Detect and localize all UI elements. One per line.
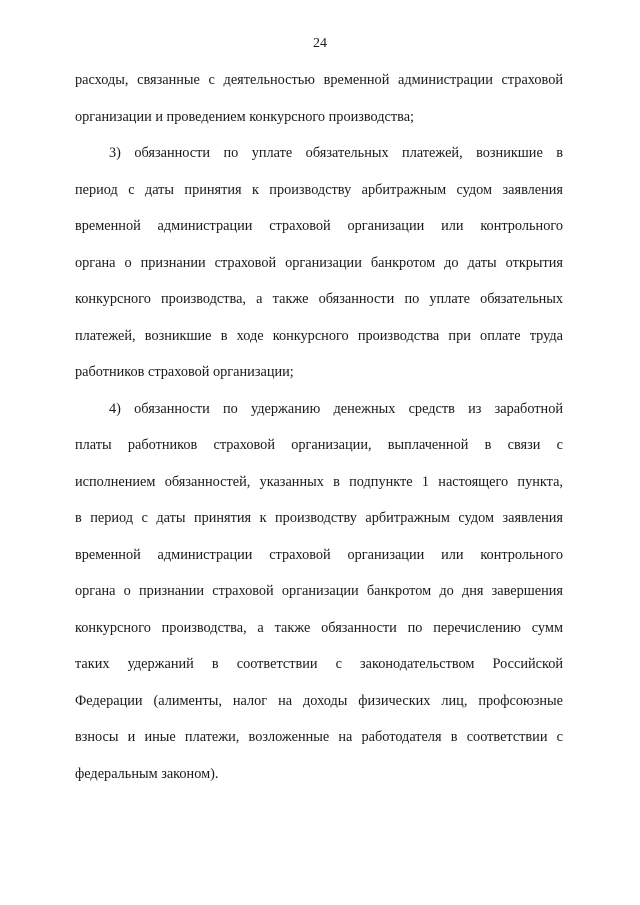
text-line: 4) обязанности по удержанию денежных средств из заработной: [109, 401, 563, 417]
text-line: временной администрации страховой организации или контрольного: [75, 547, 563, 563]
text-line: временной администрации страховой организации или контрольного: [75, 218, 563, 234]
text-line: конкурсного производства, а также обязанности по уплате обязательных: [75, 291, 563, 307]
text-line: органа о признании страховой организации банкротом до дня завершения: [75, 583, 563, 599]
text-line: 3) обязанности по уплате обязательных платежей, возникшие в: [109, 145, 563, 161]
text-line: организации и проведением конкурсного производства;: [75, 109, 415, 125]
text-line: взносы и иные платежи, возложенные на работодателя в соответствии с: [75, 729, 563, 745]
text-line: конкурсного производства, а также обязанности по перечислению сумм: [75, 620, 563, 636]
text-line: таких удержаний в соответствии с законодательством Российской: [75, 656, 563, 672]
text-line: федеральным законом).: [75, 766, 219, 782]
text-line: Федерации (алименты, налог на доходы физических лиц, профсоюзные: [75, 693, 563, 709]
text-line: расходы, связанные с деятельностью временной администрации страховой: [75, 72, 563, 88]
text-line: платежей, возникшие в ходе конкурсного производства при оплате труда: [75, 328, 563, 344]
text-line: платы работников страховой организации, выплаченной в связи с: [75, 437, 563, 453]
text-line: период с даты принятия к производству арбитражным судом заявления: [75, 182, 563, 198]
page-number: 24: [313, 36, 327, 51]
text-line: в период с даты принятия к производству арбитражным судом заявления: [75, 510, 563, 526]
text-line: работников страховой организации;: [75, 364, 294, 380]
text-line: исполнением обязанностей, указанных в подпункте 1 настоящего пункта,: [75, 474, 563, 490]
text-line: органа о признании страховой организации банкротом до даты открытия: [75, 255, 563, 271]
